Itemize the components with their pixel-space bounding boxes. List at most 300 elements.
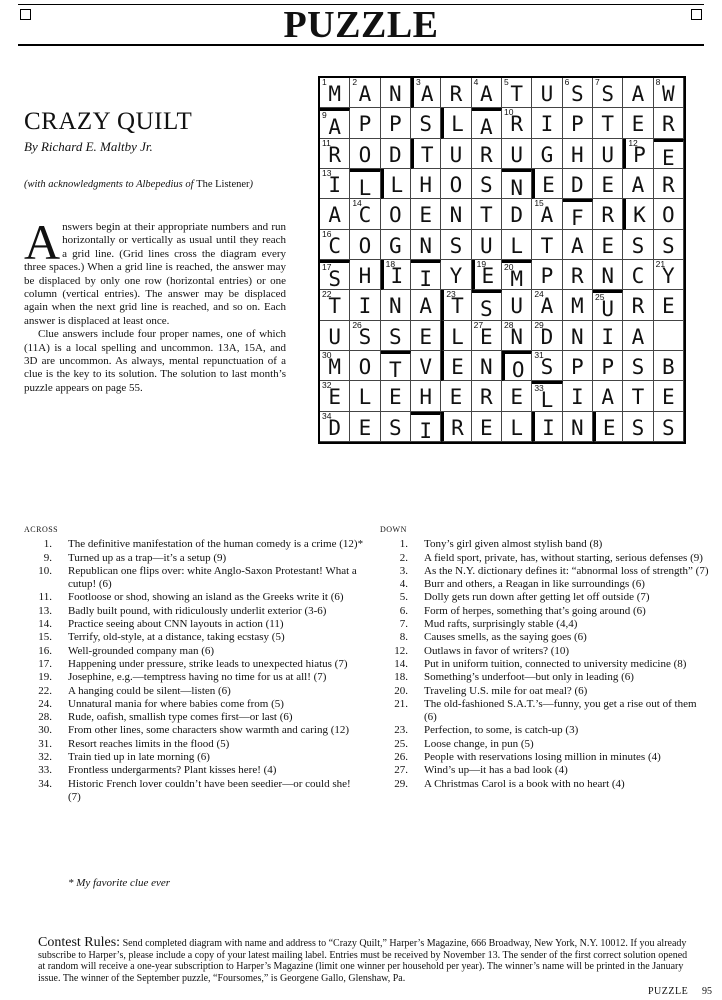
clue-text: The old-fashioned S.A.T.’s—funny, you get a rise out of them (6) [424,697,697,724]
cell-letter: E [358,415,372,440]
grid-cell[interactable] [532,260,562,290]
down-clue [380,738,710,751]
cell-number: 3 [416,77,421,87]
grid-cell[interactable] [381,260,411,290]
cell-letter: V [419,355,432,379]
grid-cell[interactable] [593,139,623,169]
down-clue [380,764,710,777]
grid-cell[interactable] [502,412,532,442]
clue-number: 28. [38,711,52,724]
grid-cell[interactable] [441,321,471,351]
grid-cell[interactable] [320,78,350,108]
cell-letter: G [389,233,402,258]
across-clue [24,764,366,777]
cell-letter: I [601,324,614,349]
cell-number: 10 [504,107,514,118]
cell-letter: T [451,294,464,319]
cell-number: 28 [504,319,514,330]
grid-cell[interactable] [472,290,502,320]
clue-number: 3. [399,564,408,577]
grid-cell[interactable] [320,351,350,381]
grid-cell[interactable] [472,351,502,381]
grid-cell[interactable] [472,108,502,138]
cell-letter: S [419,112,432,137]
grid-cell[interactable] [320,260,350,290]
grid-cell[interactable] [350,139,380,169]
grid-cell[interactable] [441,412,471,442]
grid-cell[interactable] [472,321,502,351]
cell-letter: I [419,267,432,291]
grid-cell[interactable] [381,381,411,411]
grid-cell[interactable] [563,230,593,260]
grid-cell[interactable] [532,199,562,229]
grid-cell[interactable] [411,139,441,169]
drop-cap: A [24,214,61,270]
cell-letter: R [449,82,463,106]
cell-letter: E [481,264,495,288]
grid-cell[interactable] [563,199,593,229]
instructions-text-1: nswers begin at their appropriate numbers and run horizontally or vertically as usual until they reach a grid line. (Grid lines cross the diagram every three spaces.) When a grid line is reached, the answer may be displaced by only one row (horizontal entries) or one column (vertical entries). The answer may be displaced again when the next grid line is reached, and so on. Each answer is displaced at least once. [24,221,286,327]
cell-number: 18 [385,259,396,269]
grid-cell[interactable] [441,381,471,411]
grid-cell[interactable] [381,321,411,351]
cell-letter: Y [449,264,463,288]
grid-cell[interactable] [532,108,562,138]
clue-text: Terrify, old-style, at a distance, taking ecstasy (5) [68,631,285,644]
grid-cell[interactable] [472,169,502,199]
grid-cell[interactable] [563,381,593,411]
grid-cell[interactable] [563,139,593,169]
grid-cell[interactable] [623,169,653,199]
grid-cell[interactable] [502,139,532,169]
cell-letter: F [571,206,584,231]
grid-cell[interactable] [654,108,684,138]
grid-cell[interactable] [593,351,623,381]
grid-cell[interactable] [320,412,350,442]
grid-cell[interactable] [381,412,411,442]
cell-letter: E [601,233,614,258]
down-clue [380,698,710,725]
grid-cell[interactable] [502,321,532,351]
down-clue [380,605,710,618]
cell-number: 1 [322,77,327,87]
grid-cell[interactable] [593,108,623,138]
cell-letter: G [540,142,554,167]
grid-cell[interactable] [350,199,380,229]
grid-cell[interactable] [593,381,623,411]
clue-number: 24. [38,697,52,710]
clue-text: Unnatural mania for where babies come from (5) [68,697,284,710]
grid-cell[interactable] [563,169,593,199]
grid-cell[interactable] [350,290,380,320]
cell-number: 34 [322,410,332,421]
grid-cell[interactable] [350,78,380,108]
grid-cell[interactable] [532,169,562,199]
grid-cell[interactable] [502,199,532,229]
cell-letter: L [358,385,372,410]
cell-letter: I [390,264,404,288]
grid-cell[interactable] [593,78,623,108]
across-list [24,538,366,804]
cell-letter: M [571,294,584,319]
cell-letter: P [633,142,646,167]
grid-cell[interactable] [532,230,562,260]
across-clues [24,523,366,804]
grid-cell[interactable] [411,169,441,199]
cell-letter: A [480,82,493,106]
grid-cell[interactable] [411,290,441,320]
cell-letter: P [540,264,554,288]
crossword-grid[interactable] [318,76,686,444]
grid-cell[interactable] [350,381,380,411]
across-clue [24,751,366,764]
cell-letter: A [571,233,584,258]
cell-letter: S [662,233,675,258]
grid-cell[interactable] [350,351,380,381]
down-clue [380,671,710,684]
across-clue [24,631,366,644]
clue-text: Tony’s girl given almost stylish band (8) [424,538,603,551]
grid-cell[interactable] [532,290,562,320]
grid-cell[interactable] [593,260,623,290]
grid-cell[interactable] [472,78,502,108]
grid-cell[interactable] [350,108,380,138]
clue-text: Outlaws in favor of writers? (10) [424,644,570,657]
cell-letter: N [510,324,523,349]
instructions-para-1 [24,214,286,328]
across-clue [24,724,366,737]
grid-cell[interactable] [563,108,593,138]
down-clue [380,685,710,698]
cell-number: 6 [564,77,570,87]
grid-cell[interactable] [472,412,502,442]
clue-text: Causes smells, as the saying goes (6) [424,631,587,644]
grid-cell[interactable] [350,169,380,199]
clue-text: Turned up as a trap—it’s a setup (9) [68,551,227,564]
grid-cell[interactable] [472,139,502,169]
grid-cell[interactable] [623,108,653,138]
grid-cell[interactable] [381,290,411,320]
grid-cell[interactable] [623,351,653,381]
grid-cell[interactable] [350,412,380,442]
grid-cell[interactable] [654,290,684,320]
clue-text: Form of herpes, something that’s going around (6) [424,604,646,617]
cell-number: 17 [322,262,332,272]
cell-letter: L [510,233,523,258]
clue-text: Something’s underfoot—but only in leading (6) [424,671,634,684]
grid-cell[interactable] [654,351,684,381]
byline: By Richard E. Maltby Jr. [24,139,153,154]
cell-letter: N [571,415,584,440]
cell-letter: A [540,294,554,319]
clue-text: A field sport, private, has, without starting, serious defenses (9) [424,551,703,564]
grid-cell[interactable] [593,412,623,442]
grid-cell[interactable] [623,199,653,229]
grid-cell[interactable] [441,351,471,381]
cell-letter: O [449,173,463,197]
grid-cell[interactable] [593,199,623,229]
header-rule-bottom [18,44,704,46]
cell-letter: E [662,145,675,170]
grid-cell[interactable] [654,321,684,351]
cell-letter: S [662,415,675,440]
cell-letter: A [328,115,341,140]
cell-letter: H [419,173,432,197]
grid-cell[interactable] [381,108,411,138]
clue-number: 30. [38,724,52,737]
grid-cell[interactable] [623,230,653,260]
cell-number: 22 [322,289,332,300]
cell-letter: C [358,203,372,228]
cell-letter: T [480,203,493,228]
grid-cell[interactable] [502,108,532,138]
grid-cell[interactable] [563,78,593,108]
cell-letter: I [328,173,341,197]
clue-text: As the N.Y. dictionary defines it: “abnormal loss of strength” (7) [424,564,709,577]
grid-cell[interactable] [654,412,684,442]
grid-cell[interactable] [441,260,471,290]
clue-number: 11. [38,591,52,604]
folio-section: PUZZLE [648,986,689,997]
cell-letter: U [601,142,614,167]
grid-cell[interactable] [623,381,653,411]
grid-cell[interactable] [502,381,532,411]
across-clue [24,645,366,658]
cell-number: 2 [352,77,358,87]
grid-cell[interactable] [563,412,593,442]
cell-number: 4 [473,77,479,87]
cell-number: 12 [628,137,638,148]
clue-number: 6. [399,604,408,617]
ack-post: ) [249,179,254,190]
cell-letter: A [328,203,341,228]
ack-pre: (with acknowledgments to Albepedius of [24,179,197,190]
cell-letter: H [419,385,432,410]
clue-number: 34. [38,777,52,790]
clue-text: Put in uniform tuition, connected to university medicine (8) [424,657,687,670]
grid-cell[interactable] [593,321,623,351]
grid-cell[interactable] [502,290,532,320]
grid-cell[interactable] [654,78,684,108]
cell-number: 21 [655,259,666,269]
grid-cell[interactable] [320,199,350,229]
clue-number: 5. [399,591,408,604]
grid-cell[interactable] [320,139,350,169]
cell-number: 33 [534,383,544,394]
grid-cell[interactable] [441,108,471,138]
clue-text: People with reservations losing million in minutes (4) [424,751,661,764]
cell-letter: N [389,294,402,319]
cell-number: 11 [322,137,331,148]
cell-letter: S [389,415,402,440]
grid-cell[interactable] [472,260,502,290]
clue-text: Practice seeing about CNN layouts in action (11) [68,618,284,631]
grid-cell[interactable] [623,321,653,351]
clue-text: Rude, oafish, smallish type comes first—or last (6) [68,711,293,724]
grid-cell[interactable] [441,199,471,229]
grid-cell[interactable] [532,351,562,381]
grid-cell[interactable] [563,290,593,320]
cell-letter: W [662,82,675,106]
grid-cell[interactable] [593,290,623,320]
grid-cell[interactable] [623,412,653,442]
cell-letter: C [631,264,645,288]
grid-cell[interactable] [563,351,593,381]
grid-cell[interactable] [623,78,653,108]
cell-letter: S [540,355,554,379]
cell-letter: T [389,358,402,382]
grid-cell[interactable] [654,169,684,199]
cell-letter: A [631,82,645,106]
cell-letter: E [542,173,555,197]
grid-cell[interactable] [320,169,350,199]
clue-number: 22. [38,684,52,697]
cell-letter: A [420,82,434,106]
cell-letter: B [662,355,675,379]
grid-cell[interactable] [623,290,653,320]
acknowledgment [24,179,314,190]
grid-cell[interactable] [654,139,684,169]
grid-cell[interactable] [381,230,411,260]
clue-text: A Christmas Carol is a book with no heart (4) [424,777,625,790]
grid-cell[interactable] [411,108,441,138]
grid-cell[interactable] [411,351,441,381]
cell-letter: R [662,112,675,137]
grid-cell[interactable] [654,230,684,260]
across-clue [24,565,366,592]
down-heading: DOWN [380,525,407,534]
cell-letter: N [601,264,614,288]
grid-cell[interactable] [472,381,502,411]
cell-letter: R [480,385,493,410]
grid-cell[interactable] [441,290,471,320]
clue-number: 17. [38,657,52,670]
grid-cell[interactable] [381,199,411,229]
grid-cell[interactable] [654,260,684,290]
grid-cell[interactable] [623,139,653,169]
clue-text: Dolly gets run down after getting let off outside (7) [424,591,650,604]
down-clue [380,565,710,578]
grid-cell[interactable] [411,381,441,411]
clue-text: Traveling U.S. mile for oat meal? (6) [424,684,588,697]
grid-cell[interactable] [532,381,562,411]
cell-letter: E [480,324,493,349]
grid-cell[interactable] [593,169,623,199]
grid-cell[interactable] [532,412,562,442]
grid-cell[interactable] [502,230,532,260]
clue-number: 23. [394,724,408,737]
grid-cell[interactable] [350,260,380,290]
cell-letter: T [420,142,434,167]
grid-cell[interactable] [593,230,623,260]
grid-cell[interactable] [472,199,502,229]
cell-letter: A [480,115,493,140]
cell-letter: E [449,385,463,410]
grid-cell[interactable] [654,381,684,411]
clue-number: 19. [38,671,52,684]
grid-cell[interactable] [532,78,562,108]
grid-cell[interactable] [441,139,471,169]
grid-cell[interactable] [502,169,532,199]
grid-cell[interactable] [320,230,350,260]
grid-cell[interactable] [502,351,532,381]
cell-letter: R [631,294,645,319]
cell-letter: O [389,203,402,228]
grid-cell[interactable] [411,230,441,260]
grid-cell[interactable] [381,169,411,199]
cell-letter: U [449,142,463,167]
grid-cell[interactable] [350,321,380,351]
grid-cell[interactable] [502,260,532,290]
cell-letter: D [328,415,341,440]
grid-cell[interactable] [623,260,653,290]
cell-letter: A [540,203,554,228]
clue-text: Footloose or shod, showing an island as the Greeks write it (6) [68,591,344,604]
grid-cell[interactable] [563,321,593,351]
grid-cell[interactable] [381,78,411,108]
clue-number: 13. [38,604,52,617]
grid-cell[interactable] [350,230,380,260]
grid-cell[interactable] [472,230,502,260]
cell-letter: T [540,233,554,258]
cell-number: 29 [534,319,544,330]
cell-letter: T [510,82,523,106]
grid-cell[interactable] [563,260,593,290]
clue-number: 18. [394,671,408,684]
grid-cell[interactable] [502,78,532,108]
cell-number: 23 [446,289,456,300]
grid-cell[interactable] [411,260,441,290]
cell-letter: A [631,173,645,197]
grid-cell[interactable] [411,78,441,108]
clue-number: 8. [399,631,408,644]
clue-text: Loose change, in pun (5) [424,737,534,750]
cell-number: 25 [595,292,605,303]
cell-letter: M [328,82,341,106]
grid-cell[interactable] [411,321,441,351]
cell-letter: N [449,203,463,228]
grid-cell[interactable] [320,108,350,138]
cell-letter: N [419,233,432,258]
grid-cell[interactable] [381,139,411,169]
grid-cell[interactable] [532,139,562,169]
grid-cell[interactable] [320,290,350,320]
across-clue [24,685,366,698]
clue-number: 16. [38,644,52,657]
grid-cell[interactable] [441,230,471,260]
down-clue [380,751,710,764]
cell-letter: T [328,294,341,319]
grid-cell[interactable] [441,78,471,108]
cell-letter: L [358,176,372,200]
cell-letter: M [328,355,341,379]
grid-cell[interactable] [381,351,411,381]
grid-cell[interactable] [411,199,441,229]
cell-letter: U [601,297,614,322]
cell-letter: R [601,203,614,228]
down-clue [380,591,710,604]
grid-cell[interactable] [441,169,471,199]
cell-number: 7 [595,77,600,87]
grid-cell[interactable] [532,321,562,351]
grid-cell[interactable] [320,321,350,351]
grid-cell[interactable] [654,199,684,229]
grid-cell[interactable] [320,381,350,411]
clue-text: From other lines, some characters show warmth and caring (12) [68,724,350,737]
cell-letter: E [419,203,432,228]
across-clue [24,552,366,565]
grid-cell[interactable] [411,412,441,442]
